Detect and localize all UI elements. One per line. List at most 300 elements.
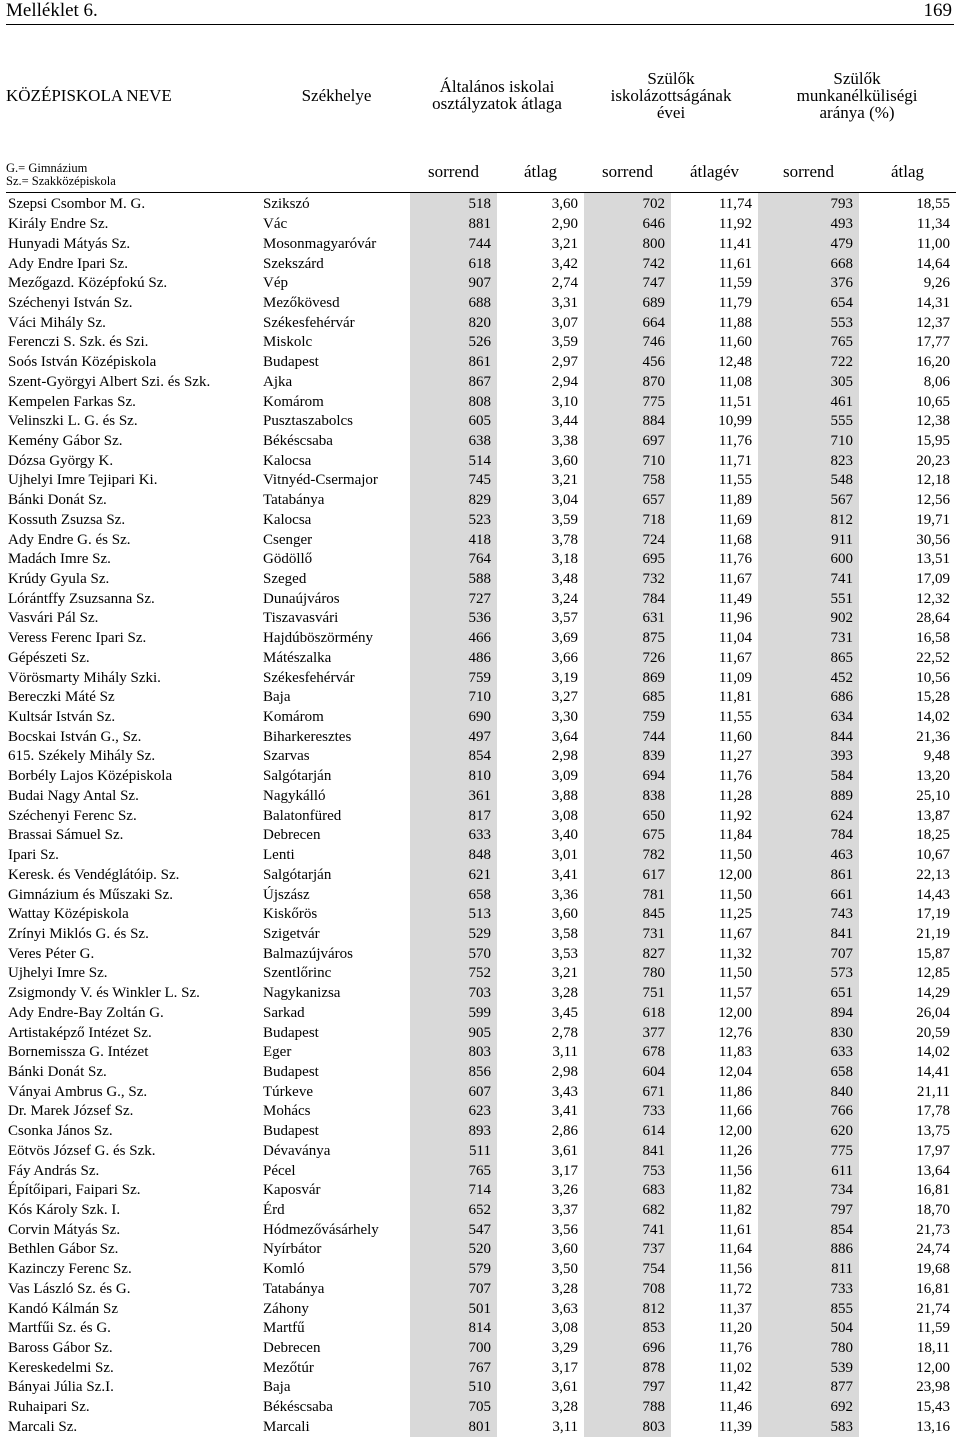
city-cell: Szigetvár bbox=[263, 925, 410, 945]
unemp-rank-cell: 722 bbox=[758, 353, 859, 373]
edu-rank-cell: 682 bbox=[584, 1201, 671, 1221]
school-name-cell: Velinszki L. G. és Sz. bbox=[6, 412, 263, 432]
school-name-cell: Ujhelyi Imre Sz. bbox=[6, 964, 263, 984]
edu-avg-cell: 11,55 bbox=[671, 471, 758, 491]
edu-rank-cell: 646 bbox=[584, 215, 671, 235]
school-name-cell: Zrínyi Miklós G. és Sz. bbox=[6, 925, 263, 945]
header-row-main bbox=[6, 62, 956, 128]
unemp-rank-cell: 734 bbox=[758, 1181, 859, 1201]
edu-rank-cell: 710 bbox=[584, 451, 671, 471]
grades-avg-header: átlag bbox=[497, 128, 584, 193]
edu-avg-cell: 11,50 bbox=[671, 964, 758, 984]
edu-rank-cell: 726 bbox=[584, 649, 671, 669]
edu-rank-cell: 803 bbox=[584, 1418, 671, 1437]
unemp-rank-cell: 654 bbox=[758, 294, 859, 314]
unemp-rank-cell: 463 bbox=[758, 846, 859, 866]
table-row bbox=[6, 609, 956, 629]
city-cell: Marcali bbox=[263, 1418, 410, 1437]
grades-rank-cell: 361 bbox=[410, 787, 497, 807]
grades-avg-cell: 3,88 bbox=[497, 787, 584, 807]
city-cell: Komárom bbox=[263, 392, 410, 412]
unemp-rank-cell: 600 bbox=[758, 550, 859, 570]
edu-rank-header: sorrend bbox=[584, 128, 671, 193]
grades-avg-cell: 3,61 bbox=[497, 1378, 584, 1398]
city-cell: Balmazújváros bbox=[263, 944, 410, 964]
school-name-cell: Széchenyi István Sz. bbox=[6, 294, 263, 314]
unemp-rank-cell: 692 bbox=[758, 1398, 859, 1418]
city-cell: Balatonfüred bbox=[263, 806, 410, 826]
edu-rank-cell: 742 bbox=[584, 254, 671, 274]
grades-avg-cell: 2,74 bbox=[497, 274, 584, 294]
grades-rank-cell: 710 bbox=[410, 688, 497, 708]
school-name-cell: Ady Endre Ipari Sz. bbox=[6, 254, 263, 274]
edu-rank-cell: 853 bbox=[584, 1319, 671, 1339]
unemp-rank-cell: 902 bbox=[758, 609, 859, 629]
unemp-avg-cell: 15,43 bbox=[859, 1398, 956, 1418]
edu-avg-cell: 12,48 bbox=[671, 353, 758, 373]
edu-avg-cell: 11,72 bbox=[671, 1280, 758, 1300]
edu-avg-cell: 11,32 bbox=[671, 944, 758, 964]
grades-rank-cell: 801 bbox=[410, 1418, 497, 1437]
edu-avg-cell: 11,64 bbox=[671, 1240, 758, 1260]
grades-rank-cell: 765 bbox=[410, 1161, 497, 1181]
edu-avg-cell: 11,67 bbox=[671, 649, 758, 669]
edu-rank-cell: 737 bbox=[584, 1240, 671, 1260]
grades-rank-cell: 814 bbox=[410, 1319, 497, 1339]
table-row bbox=[6, 432, 956, 452]
edu-rank-cell: 870 bbox=[584, 372, 671, 392]
grades-rank-cell: 633 bbox=[410, 826, 497, 846]
unemp-rank-cell: 452 bbox=[758, 668, 859, 688]
unemp-rank-cell: 553 bbox=[758, 313, 859, 333]
school-name-cell: Corvin Mátyás Sz. bbox=[6, 1220, 263, 1240]
table-row bbox=[6, 668, 956, 688]
unemp-avg-cell: 25,10 bbox=[859, 787, 956, 807]
unemp-rank-cell: 567 bbox=[758, 491, 859, 511]
table-row bbox=[6, 865, 956, 885]
school-name-cell: Brassai Sámuel Sz. bbox=[6, 826, 263, 846]
edu-rank-cell: 617 bbox=[584, 865, 671, 885]
table-row bbox=[6, 925, 956, 945]
city-cell: Csenger bbox=[263, 530, 410, 550]
school-name-cell: Kazinczy Ferenc Sz. bbox=[6, 1260, 263, 1280]
school-name-cell: Kereskedelmi Sz. bbox=[6, 1358, 263, 1378]
edu-avg-cell: 11,76 bbox=[671, 767, 758, 787]
grades-avg-cell: 3,11 bbox=[497, 1043, 584, 1063]
table-row bbox=[6, 372, 956, 392]
unemp-rank-cell: 784 bbox=[758, 826, 859, 846]
table-row bbox=[6, 1358, 956, 1378]
unemp-rank-cell: 504 bbox=[758, 1319, 859, 1339]
table-row bbox=[6, 294, 956, 314]
school-name-cell: Bánki Donát Sz. bbox=[6, 491, 263, 511]
edu-avg-cell: 11,66 bbox=[671, 1102, 758, 1122]
city-cell: Túrkeve bbox=[263, 1082, 410, 1102]
grades-rank-cell: 745 bbox=[410, 471, 497, 491]
grades-rank-cell: 497 bbox=[410, 727, 497, 747]
edu-rank-cell: 746 bbox=[584, 333, 671, 353]
grades-rank-cell: 817 bbox=[410, 806, 497, 826]
edu-avg-cell: 11,76 bbox=[671, 1339, 758, 1359]
grades-rank-cell: 486 bbox=[410, 649, 497, 669]
school-name-cell: Bocskai István G., Sz. bbox=[6, 727, 263, 747]
edu-rank-cell: 731 bbox=[584, 925, 671, 945]
edu-rank-cell: 678 bbox=[584, 1043, 671, 1063]
school-name-cell: Ruhaipari Sz. bbox=[6, 1398, 263, 1418]
grades-avg-cell: 3,28 bbox=[497, 1398, 584, 1418]
unemp-avg-cell: 20,23 bbox=[859, 451, 956, 471]
city-cell: Dunaújváros bbox=[263, 589, 410, 609]
edu-avg-cell: 11,82 bbox=[671, 1181, 758, 1201]
unemp-avg-cell: 17,09 bbox=[859, 570, 956, 590]
legend-gimnazium: G.= Gimnázium bbox=[6, 162, 410, 175]
grades-avg-cell: 3,21 bbox=[497, 471, 584, 491]
city-cell: Baja bbox=[263, 1378, 410, 1398]
unemp-rank-cell: 865 bbox=[758, 649, 859, 669]
unemp-avg-cell: 12,56 bbox=[859, 491, 956, 511]
table-row bbox=[6, 491, 956, 511]
grades-rank-cell: 520 bbox=[410, 1240, 497, 1260]
edu-avg-cell: 11,41 bbox=[671, 234, 758, 254]
table-row bbox=[6, 353, 956, 373]
edu-avg-cell: 12,00 bbox=[671, 865, 758, 885]
grades-rank-cell: 688 bbox=[410, 294, 497, 314]
grades-rank-cell: 848 bbox=[410, 846, 497, 866]
city-cell: Komló bbox=[263, 1260, 410, 1280]
grades-avg-cell: 3,01 bbox=[497, 846, 584, 866]
grades-avg-cell: 3,60 bbox=[497, 451, 584, 471]
unemp-avg-cell: 18,11 bbox=[859, 1339, 956, 1359]
unemp-avg-cell: 30,56 bbox=[859, 530, 956, 550]
table-row bbox=[6, 629, 956, 649]
grades-rank-cell: 767 bbox=[410, 1358, 497, 1378]
col-parent-unemployment: Szülők munkanélküliségi aránya (%) bbox=[758, 62, 956, 128]
city-cell: Békéscsaba bbox=[263, 1398, 410, 1418]
grades-rank-cell: 511 bbox=[410, 1142, 497, 1162]
edu-rank-cell: 718 bbox=[584, 511, 671, 531]
school-name-cell: Martfűi Sz. és G. bbox=[6, 1319, 263, 1339]
edu-avg-cell: 11,50 bbox=[671, 846, 758, 866]
grades-avg-cell: 3,29 bbox=[497, 1339, 584, 1359]
unemp-avg-cell: 18,25 bbox=[859, 826, 956, 846]
unemp-avg-cell: 11,34 bbox=[859, 215, 956, 235]
edu-avg-cell: 11,20 bbox=[671, 1319, 758, 1339]
unemp-rank-cell: 583 bbox=[758, 1418, 859, 1437]
edu-avg-cell: 11,86 bbox=[671, 1082, 758, 1102]
unemp-avg-cell: 14,02 bbox=[859, 708, 956, 728]
unemp-rank-cell: 733 bbox=[758, 1280, 859, 1300]
school-name-cell: Soós István Középiskola bbox=[6, 353, 263, 373]
city-cell: Érd bbox=[263, 1201, 410, 1221]
school-name-cell: Veress Ferenc Ipari Sz. bbox=[6, 629, 263, 649]
edu-avg-cell: 11,56 bbox=[671, 1260, 758, 1280]
city-cell: Szekszárd bbox=[263, 254, 410, 274]
city-cell: Kalocsa bbox=[263, 451, 410, 471]
school-name-cell: Gimnázium és Műszaki Sz. bbox=[6, 885, 263, 905]
unemp-rank-cell: 861 bbox=[758, 865, 859, 885]
grades-rank-cell: 861 bbox=[410, 353, 497, 373]
unemp-avg-cell: 12,00 bbox=[859, 1358, 956, 1378]
grades-avg-cell: 2,86 bbox=[497, 1122, 584, 1142]
city-cell: Mezőkövesd bbox=[263, 294, 410, 314]
unemp-rank-cell: 911 bbox=[758, 530, 859, 550]
edu-avg-cell: 11,09 bbox=[671, 668, 758, 688]
table-row bbox=[6, 787, 956, 807]
school-name-cell: Marcali Sz. bbox=[6, 1418, 263, 1437]
table-row bbox=[6, 727, 956, 747]
unemp-rank-cell: 840 bbox=[758, 1082, 859, 1102]
unemp-rank-cell: 305 bbox=[758, 372, 859, 392]
unemp-rank-cell: 894 bbox=[758, 1003, 859, 1023]
school-name-cell: Bornemissza G. Intézet bbox=[6, 1043, 263, 1063]
table-row bbox=[6, 193, 956, 215]
city-cell: Tatabánya bbox=[263, 491, 410, 511]
school-name-cell: Artistaképző Intézet Sz. bbox=[6, 1023, 263, 1043]
unemp-rank-cell: 743 bbox=[758, 905, 859, 925]
school-name-cell: Lórántffy Zsuzsanna Sz. bbox=[6, 589, 263, 609]
table-row bbox=[6, 1003, 956, 1023]
school-name-cell: Király Endre Sz. bbox=[6, 215, 263, 235]
school-name-cell: Fáy András Sz. bbox=[6, 1161, 263, 1181]
city-cell: Szentlőrinc bbox=[263, 964, 410, 984]
unemp-rank-cell: 634 bbox=[758, 708, 859, 728]
grades-rank-cell: 808 bbox=[410, 392, 497, 412]
edu-rank-cell: 782 bbox=[584, 846, 671, 866]
grades-rank-cell: 856 bbox=[410, 1063, 497, 1083]
edu-rank-cell: 604 bbox=[584, 1063, 671, 1083]
school-name-cell: Borbély Lajos Középiskola bbox=[6, 767, 263, 787]
edu-rank-cell: 671 bbox=[584, 1082, 671, 1102]
grades-rank-cell: 690 bbox=[410, 708, 497, 728]
unemp-rank-cell: 668 bbox=[758, 254, 859, 274]
grades-avg-cell: 3,43 bbox=[497, 1082, 584, 1102]
grades-rank-cell: 536 bbox=[410, 609, 497, 629]
unemp-avg-cell: 21,36 bbox=[859, 727, 956, 747]
city-cell: Miskolc bbox=[263, 333, 410, 353]
grades-avg-cell: 3,31 bbox=[497, 294, 584, 314]
table-row bbox=[6, 767, 956, 787]
grades-rank-cell: 905 bbox=[410, 1023, 497, 1043]
unemp-rank-cell: 775 bbox=[758, 1142, 859, 1162]
table-row bbox=[6, 1418, 956, 1437]
city-cell: Mátészalka bbox=[263, 649, 410, 669]
table-row bbox=[6, 1063, 956, 1083]
unemp-avg-cell: 13,16 bbox=[859, 1418, 956, 1437]
grades-rank-cell: 744 bbox=[410, 234, 497, 254]
city-cell: Nagykálló bbox=[263, 787, 410, 807]
unemp-avg-cell: 17,77 bbox=[859, 333, 956, 353]
edu-avg-cell: 11,88 bbox=[671, 313, 758, 333]
city-cell: Nagykanizsa bbox=[263, 984, 410, 1004]
grades-avg-cell: 3,30 bbox=[497, 708, 584, 728]
grades-rank-cell: 418 bbox=[410, 530, 497, 550]
grades-avg-cell: 3,56 bbox=[497, 1220, 584, 1240]
unemp-avg-cell: 15,87 bbox=[859, 944, 956, 964]
grades-rank-cell: 526 bbox=[410, 333, 497, 353]
grades-rank-header: sorrend bbox=[410, 128, 497, 193]
edu-avg-cell: 11,42 bbox=[671, 1378, 758, 1398]
edu-avg-header: átlagév bbox=[671, 128, 758, 193]
edu-avg-cell: 11,71 bbox=[671, 451, 758, 471]
unemp-rank-cell: 811 bbox=[758, 1260, 859, 1280]
unemp-avg-cell: 21,19 bbox=[859, 925, 956, 945]
grades-rank-cell: 907 bbox=[410, 274, 497, 294]
unemp-avg-cell: 24,74 bbox=[859, 1240, 956, 1260]
edu-avg-cell: 10,99 bbox=[671, 412, 758, 432]
city-cell: Debrecen bbox=[263, 1339, 410, 1359]
unemp-rank-cell: 651 bbox=[758, 984, 859, 1004]
city-cell: Budapest bbox=[263, 353, 410, 373]
grades-avg-cell: 3,21 bbox=[497, 234, 584, 254]
col-city: Székhelye bbox=[263, 62, 410, 128]
col-parent-education: Szülők iskolázottságának évei bbox=[584, 62, 758, 128]
grades-rank-cell: 658 bbox=[410, 885, 497, 905]
edu-avg-cell: 11,37 bbox=[671, 1299, 758, 1319]
edu-rank-cell: 694 bbox=[584, 767, 671, 787]
col-grades: Általános iskolai osztályzatok átlaga bbox=[410, 62, 584, 128]
school-name-cell: Bethlen Gábor Sz. bbox=[6, 1240, 263, 1260]
school-name-cell: Szent-Györgyi Albert Szi. és Szk. bbox=[6, 372, 263, 392]
unemp-rank-cell: 633 bbox=[758, 1043, 859, 1063]
school-name-cell: Szepsi Csombor M. G. bbox=[6, 193, 263, 215]
unemp-avg-cell: 21,73 bbox=[859, 1220, 956, 1240]
unemp-rank-cell: 686 bbox=[758, 688, 859, 708]
unemp-avg-cell: 28,64 bbox=[859, 609, 956, 629]
table-row bbox=[6, 451, 956, 471]
grades-avg-cell: 3,41 bbox=[497, 1102, 584, 1122]
unemp-rank-cell: 624 bbox=[758, 806, 859, 826]
city-cell: Székesfehérvár bbox=[263, 313, 410, 333]
table-row bbox=[6, 1023, 956, 1043]
grades-rank-cell: 621 bbox=[410, 865, 497, 885]
unemp-avg-cell: 12,18 bbox=[859, 471, 956, 491]
table-row bbox=[6, 550, 956, 570]
edu-rank-cell: 797 bbox=[584, 1378, 671, 1398]
edu-avg-cell: 11,28 bbox=[671, 787, 758, 807]
edu-avg-cell: 11,55 bbox=[671, 708, 758, 728]
school-name-cell: Ferenczi S. Szk. és Szi. bbox=[6, 333, 263, 353]
city-cell: Tatabánya bbox=[263, 1280, 410, 1300]
school-name-cell: Dózsa György K. bbox=[6, 451, 263, 471]
unemp-avg-cell: 19,71 bbox=[859, 511, 956, 531]
unemp-rank-cell: 539 bbox=[758, 1358, 859, 1378]
unemp-rank-cell: 780 bbox=[758, 1339, 859, 1359]
school-name-cell: Ipari Sz. bbox=[6, 846, 263, 866]
edu-rank-cell: 696 bbox=[584, 1339, 671, 1359]
unemp-avg-cell: 20,59 bbox=[859, 1023, 956, 1043]
school-name-cell: Vasvári Pál Sz. bbox=[6, 609, 263, 629]
city-cell: Biharkeresztes bbox=[263, 727, 410, 747]
table-row bbox=[6, 1201, 956, 1221]
unemp-avg-cell: 10,67 bbox=[859, 846, 956, 866]
school-name-cell: Veres Péter G. bbox=[6, 944, 263, 964]
edu-avg-cell: 11,69 bbox=[671, 511, 758, 531]
page-header bbox=[0, 0, 960, 22]
grades-rank-cell: 759 bbox=[410, 668, 497, 688]
unemp-rank-cell: 812 bbox=[758, 511, 859, 531]
grades-rank-cell: 854 bbox=[410, 747, 497, 767]
city-cell: Sarkad bbox=[263, 1003, 410, 1023]
grades-rank-cell: 820 bbox=[410, 313, 497, 333]
grades-rank-cell: 514 bbox=[410, 451, 497, 471]
school-name-cell: Krúdy Gyula Sz. bbox=[6, 570, 263, 590]
city-cell: Budapest bbox=[263, 1063, 410, 1083]
grades-rank-cell: 529 bbox=[410, 925, 497, 945]
edu-avg-cell: 11,74 bbox=[671, 193, 758, 215]
unemp-rank-cell: 765 bbox=[758, 333, 859, 353]
table-row bbox=[6, 747, 956, 767]
edu-rank-cell: 733 bbox=[584, 1102, 671, 1122]
table-row bbox=[6, 984, 956, 1004]
table-row bbox=[6, 1299, 956, 1319]
unemp-rank-cell: 658 bbox=[758, 1063, 859, 1083]
unemp-avg-cell: 15,95 bbox=[859, 432, 956, 452]
edu-rank-cell: 732 bbox=[584, 570, 671, 590]
unemp-rank-cell: 493 bbox=[758, 215, 859, 235]
grades-avg-cell: 3,37 bbox=[497, 1201, 584, 1221]
grades-avg-cell: 3,60 bbox=[497, 193, 584, 215]
header-rule bbox=[6, 24, 954, 25]
grades-avg-cell: 3,40 bbox=[497, 826, 584, 846]
grades-rank-cell: 513 bbox=[410, 905, 497, 925]
edu-avg-cell: 11,57 bbox=[671, 984, 758, 1004]
unemp-rank-cell: 661 bbox=[758, 885, 859, 905]
edu-rank-cell: 683 bbox=[584, 1181, 671, 1201]
grades-rank-cell: 599 bbox=[410, 1003, 497, 1023]
city-cell: Hajdúböszörmény bbox=[263, 629, 410, 649]
unemp-avg-cell: 13,51 bbox=[859, 550, 956, 570]
grades-rank-cell: 652 bbox=[410, 1201, 497, 1221]
city-cell: Budapest bbox=[263, 1023, 410, 1043]
city-cell: Salgótarján bbox=[263, 767, 410, 787]
table-row bbox=[6, 530, 956, 550]
edu-avg-cell: 11,96 bbox=[671, 609, 758, 629]
table-row bbox=[6, 1142, 956, 1162]
edu-rank-cell: 695 bbox=[584, 550, 671, 570]
unemp-rank-cell: 555 bbox=[758, 412, 859, 432]
city-cell: Eger bbox=[263, 1043, 410, 1063]
grades-avg-cell: 3,64 bbox=[497, 727, 584, 747]
school-name-cell: Hunyadi Mátyás Sz. bbox=[6, 234, 263, 254]
edu-rank-cell: 744 bbox=[584, 727, 671, 747]
table-body bbox=[6, 193, 956, 1437]
grades-rank-cell: 579 bbox=[410, 1260, 497, 1280]
edu-avg-cell: 11,92 bbox=[671, 215, 758, 235]
grades-avg-cell: 3,17 bbox=[497, 1358, 584, 1378]
grades-avg-cell: 3,58 bbox=[497, 925, 584, 945]
table-row bbox=[6, 964, 956, 984]
edu-avg-cell: 11,59 bbox=[671, 274, 758, 294]
unemp-rank-cell: 889 bbox=[758, 787, 859, 807]
table-row bbox=[6, 1398, 956, 1418]
grades-avg-cell: 3,38 bbox=[497, 432, 584, 452]
table-row bbox=[6, 1082, 956, 1102]
grades-avg-cell: 3,09 bbox=[497, 767, 584, 787]
grades-rank-cell: 727 bbox=[410, 589, 497, 609]
edu-avg-cell: 11,67 bbox=[671, 570, 758, 590]
edu-avg-cell: 11,76 bbox=[671, 432, 758, 452]
city-cell: Kalocsa bbox=[263, 511, 410, 531]
school-name-cell: Váci Mihály Sz. bbox=[6, 313, 263, 333]
unemp-rank-cell: 844 bbox=[758, 727, 859, 747]
city-cell: Debrecen bbox=[263, 826, 410, 846]
unemp-rank-cell: 376 bbox=[758, 274, 859, 294]
edu-avg-cell: 11,81 bbox=[671, 688, 758, 708]
edu-avg-cell: 11,82 bbox=[671, 1201, 758, 1221]
edu-rank-cell: 741 bbox=[584, 1220, 671, 1240]
school-name-cell: Kultsár István Sz. bbox=[6, 708, 263, 728]
unemp-rank-cell: 793 bbox=[758, 193, 859, 215]
